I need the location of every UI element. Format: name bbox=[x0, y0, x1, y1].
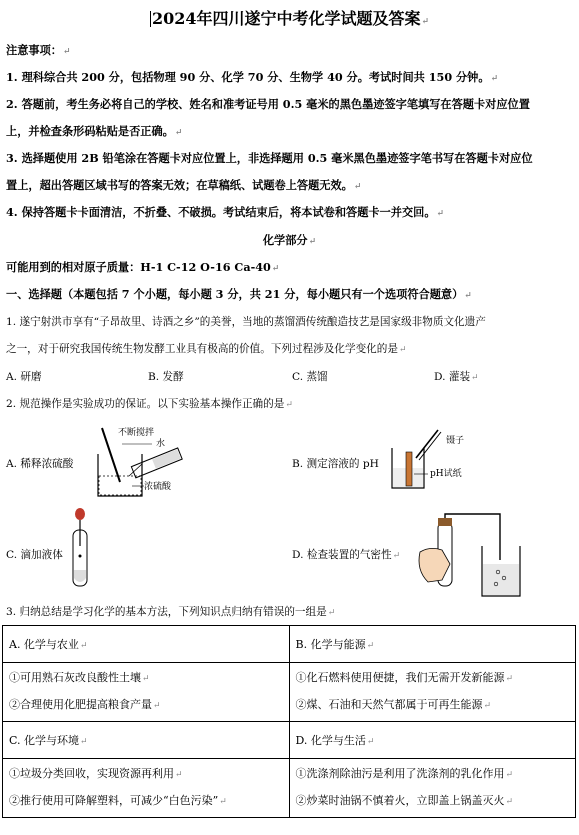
part-one-heading: 一、选择题（本题包括 7 个小题，每小题 3 分，共 21 分，每小题只有一个选项符合题意）↵ bbox=[6, 287, 472, 301]
fig-b-label-ph-paper: pH试纸 bbox=[430, 469, 462, 479]
fig-a-label-acid: 浓硫酸 bbox=[144, 482, 172, 492]
fig-a-label-stir: 不断搅拌 bbox=[118, 428, 155, 438]
fig-c-dropper bbox=[68, 506, 92, 588]
q3-table bbox=[2, 625, 576, 818]
q3-c-item-1: ①垃圾分类回收，实现资源再利用↵ bbox=[9, 767, 183, 780]
notice-3-cont: 置上，超出答题区域书写的答案无效；在草稿纸、试题卷上答题无效。↵ bbox=[6, 178, 362, 192]
q3-cell-a-items bbox=[3, 663, 290, 722]
q3-cell-c-head: C. 化学与环境↵ bbox=[3, 722, 290, 759]
q3-cell-b-items bbox=[289, 663, 576, 722]
notice-2: 2. 答题前，考生务必将自己的学校、姓名和准考证号用 0.5 毫米的黑色墨迹签字笔填写在答题卡对应位置 bbox=[6, 97, 530, 111]
q3-cell-c-items bbox=[3, 759, 290, 818]
fig-b-label-tweezers: 镊子 bbox=[446, 436, 465, 446]
q3-stem: 3. 归纳总结是学习化学的基本方法，下列知识点归纳有错误的一组是↵ bbox=[6, 606, 336, 618]
q2-option-d: D. 检查装置的气密性↵ bbox=[292, 549, 401, 561]
notice-heading: 注意事项：↵ bbox=[6, 43, 71, 57]
q2-option-c: C. 滴加液体 bbox=[6, 549, 63, 561]
q3-a-item-1: ①可用熟石灰改良酸性土壤↵ bbox=[9, 671, 150, 684]
q3-b-item-2: ②煤、石油和天然气都属于可再生能源↵ bbox=[295, 698, 492, 711]
q3-d-item-1: ①洗涤剂除油污是利用了洗涤剂的乳化作用↵ bbox=[295, 767, 514, 780]
q3-cell-d-items bbox=[289, 759, 576, 818]
q3-cell-b-head: B. 化学与能源↵ bbox=[289, 626, 576, 663]
q3-b-item-1: ①化石燃料使用便捷，我们无需开发新能源↵ bbox=[295, 671, 514, 684]
q3-d-item-2: ②炒菜时油锅不慎着火，立即盖上锅盖灭火↵ bbox=[295, 794, 514, 807]
q2-stem: 2. 规范操作是实验成功的保证。以下实验基本操作正确的是↵ bbox=[6, 398, 293, 410]
fig-a-label-water: 水 bbox=[156, 439, 166, 449]
q3-cell-d-head: D. 化学与生活↵ bbox=[289, 722, 576, 759]
q2-option-a: A. 稀释浓硫酸 bbox=[6, 458, 74, 470]
notice-4: 4. 保持答题卡卡面清洁，不折叠、不破损。考试结束后，将本试卷和答题卡一并交回。↵ bbox=[6, 205, 445, 219]
title-text: 2024年四川遂宁中考化学试题及答案 bbox=[151, 9, 421, 28]
atomic-masses: 可能用到的相对原子质量：H-1 C-12 O-16 Ca-40↵ bbox=[6, 260, 280, 274]
paragraph-mark-icon: ↵ bbox=[421, 17, 430, 27]
q1-line2: 之一，对于研究我国传统生物发酵工业具有极高的价值。下列过程涉及化学变化的是↵ bbox=[6, 343, 407, 355]
q3-a-item-2: ②合理使用化肥提高粮食产量↵ bbox=[9, 698, 161, 711]
q1-option-c: C. 蒸馏 bbox=[292, 371, 328, 383]
notice-3: 3. 选择题使用 2B 铅笔涂在答题卡对应位置上，非选择题用 0.5 毫米黑色墨迹签字笔书写在答题卡对应位 bbox=[6, 151, 533, 165]
q1-line1: 1. 遂宁射洪市享有“子昂故里、诗酒之乡”的美誉，当地的蒸馏酒传统酿造技艺是国家级非物质文化遗产 bbox=[6, 316, 486, 328]
q1-option-b: B. 发酵 bbox=[148, 371, 184, 383]
page-title bbox=[0, 6, 579, 29]
q3-cell-a-head: A. 化学与农业↵ bbox=[3, 626, 290, 663]
section-title: 化学部分↵ bbox=[262, 233, 317, 247]
q3-c-item-2: ②推行使用可降解塑料，可减少“白色污染”↵ bbox=[9, 794, 227, 807]
notice-2-cont: 上，并检查条形码粘贴是否正确。↵ bbox=[6, 124, 183, 138]
q2-option-b: B. 测定溶液的 pH bbox=[292, 458, 379, 470]
fig-d-airtightness bbox=[412, 512, 522, 602]
text-cursor bbox=[150, 11, 151, 27]
q1-option-d: D. 灌装↵ bbox=[434, 371, 479, 383]
q1-option-a: A. 研磨 bbox=[6, 371, 42, 383]
notice-1: 1. 理科综合共 200 分，包括物理 90 分、化学 70 分、生物学 40 分。考试时间共 150 分钟。↵ bbox=[6, 70, 499, 84]
